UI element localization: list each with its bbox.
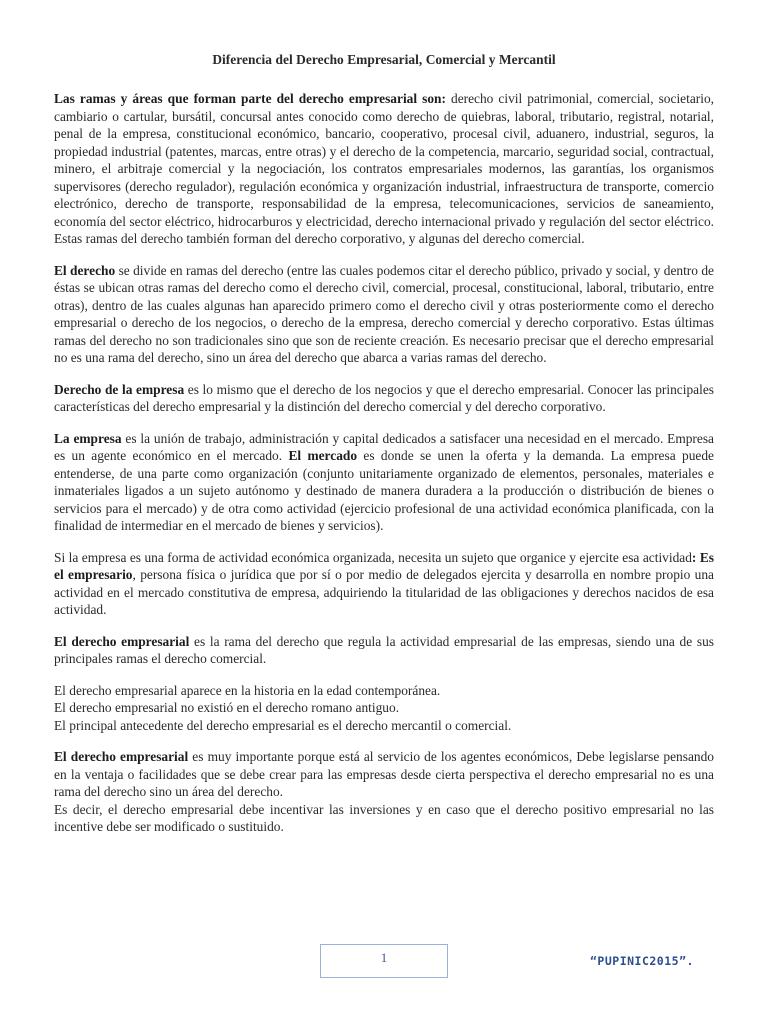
paragraph-body: derecho civil patrimonial, comercial, societario, cambiario o cartular, bursátil, concursal antes conocido como derecho de quiebras, laboral, tributario, registral, notarial, penal de la empresa, constitucional económico, bancario, cooperativo, procesal civil, aduanero, industrial, seguros, la propiedad industrial (patentes, marcas, entre otras) y el derecho de la competencia, marcario, seguridad social, contractual, minero, el arbitraje comercial y la negociación, los contratos empresariales modernos, las garantías, los organismos supervisores (derecho regulador), regulación económica y organización industrial, infraestructura de transporte, comercio electrónico, derecho de transporte, responsabilidad de la empresa, telecomunicaciones, servicios de saneamiento, economía del sector eléctrico, hidrocarburos y electricidad, derecho internacional privado y regulación del sector eléctrico. Estas ramas del derecho también forman del derecho corporativo, y algunas del derecho comercial. (54, 91, 714, 246)
document-title: Diferencia del Derecho Empresarial, Comercial y Mercantil (212, 52, 556, 67)
paragraph-lead: Derecho de la empresa (54, 381, 185, 397)
paragraph-derecho-empresa (54, 381, 714, 416)
paragraph-bold-empresario: : Es el empresario (54, 549, 714, 582)
paragraph-body: es la rama del derecho que regula la actividad empresarial de las empresas, siendo una de sus principales ramas el derecho comercial. (54, 633, 714, 666)
paragraph-body: es la unión de trabajo, administración y capital dedicados a satisfacer una necesidad en el mercado. Empresa es un agente económico en el mercado. (54, 430, 714, 463)
paragraph-body: , persona física o jurídica que por sí o por medio de delegados ejercita y desarrolla en nombre propio una actividad en el mercado constitutiva de empresa, adquiriendo la titularidad de las obligaciones y derechos nacidos de esa actividad. (54, 567, 714, 617)
paragraph-lead: El derecho (54, 262, 116, 278)
paragraph-derecho-empresarial (54, 633, 714, 668)
paragraph-ramas (54, 90, 714, 248)
line-item: El principal antecedente del derecho empresarial es el derecho mercantil o comercial. (54, 717, 512, 733)
paragraph-lead: El derecho empresarial (54, 633, 190, 649)
paragraph-lead: Las ramas y áreas que forman parte del derecho empresarial son: (54, 91, 446, 106)
paragraph-el-derecho (54, 262, 714, 367)
paragraph-la-empresa (54, 430, 714, 535)
paragraph-body: se divide en ramas del derecho (entre las cuales podemos citar el derecho público, privado y social, y dentro de éstas se ubican otras ramas del derecho como el derecho civil, comercial, procesal, constitucional, laboral, tributario, entre otras), dentro de las cuales algunas han aparecido primero como el derecho civil y otras posteriormente como el derecho empresarial o derecho de los negocios, o derecho de la empresa, derecho comercial y derecho corporativo. Estas últimas ramas del derecho no son tradicionales sino que son de reciente creación. Es necesario precisar que el derecho empresarial no es una rama del derecho, sino un área del derecho que abarca a varias ramas del derecho. (54, 262, 714, 365)
line-item: El derecho empresarial aparece en la historia en la edad contemporánea. (54, 682, 441, 698)
document-page (54, 52, 714, 850)
page-number: 1 (380, 950, 388, 965)
paragraph-importancia (54, 748, 714, 801)
line-item: El derecho empresarial no existió en el derecho romano antiguo. (54, 700, 400, 715)
paragraph-bold-mercado: El mercado (288, 448, 358, 463)
paragraph-lead: El derecho empresarial (54, 749, 189, 764)
paragraph-lines (54, 682, 714, 735)
paragraph-body: es muy importante porque está al servicio de los agentes económicos, Debe legislarse pensando en la ventaja o facilidades que se debe crear para las empresas desde cierta perspectiva el derecho empresarial no es una rama del derecho sino un área del derecho. (54, 749, 714, 799)
paragraph-empresario (54, 549, 714, 619)
paragraph-lead: La empresa (54, 430, 122, 446)
paragraph-body: es donde se unen la oferta y la demanda. La empresa puede entenderse, de una parte como organización (conjunto unitariamente organizado de elementos, personales, materiales e inmateriales ligados a un sujeto autónomo y destinado de manera duradera a la producción o distribución de bienes o servicios para el mercado) y de otra como actividad (ejercicio profesional de una actividad económica planificada, con la finalidad de intermediar en el mercado de bienes y servicios). (54, 448, 714, 533)
paragraph-body: es lo mismo que el derecho de los negocios y que el derecho empresarial. Conocer las principales características del derecho empresarial y la distinción del derecho comercial y del derecho corporativo. (54, 381, 714, 414)
paragraph-body: Si la empresa es una forma de actividad económica organizada, necesita un sujeto que organice y ejercite esa actividad (54, 549, 692, 565)
footer-signature: “PUPINIC2015”. (590, 954, 694, 968)
paragraph-es-decir: Es decir, el derecho empresarial debe incentivar las inversiones y en caso que el derecho positivo empresarial no las incentive debe ser modificado o sustituido. (54, 801, 714, 834)
page-number-box (320, 944, 448, 978)
